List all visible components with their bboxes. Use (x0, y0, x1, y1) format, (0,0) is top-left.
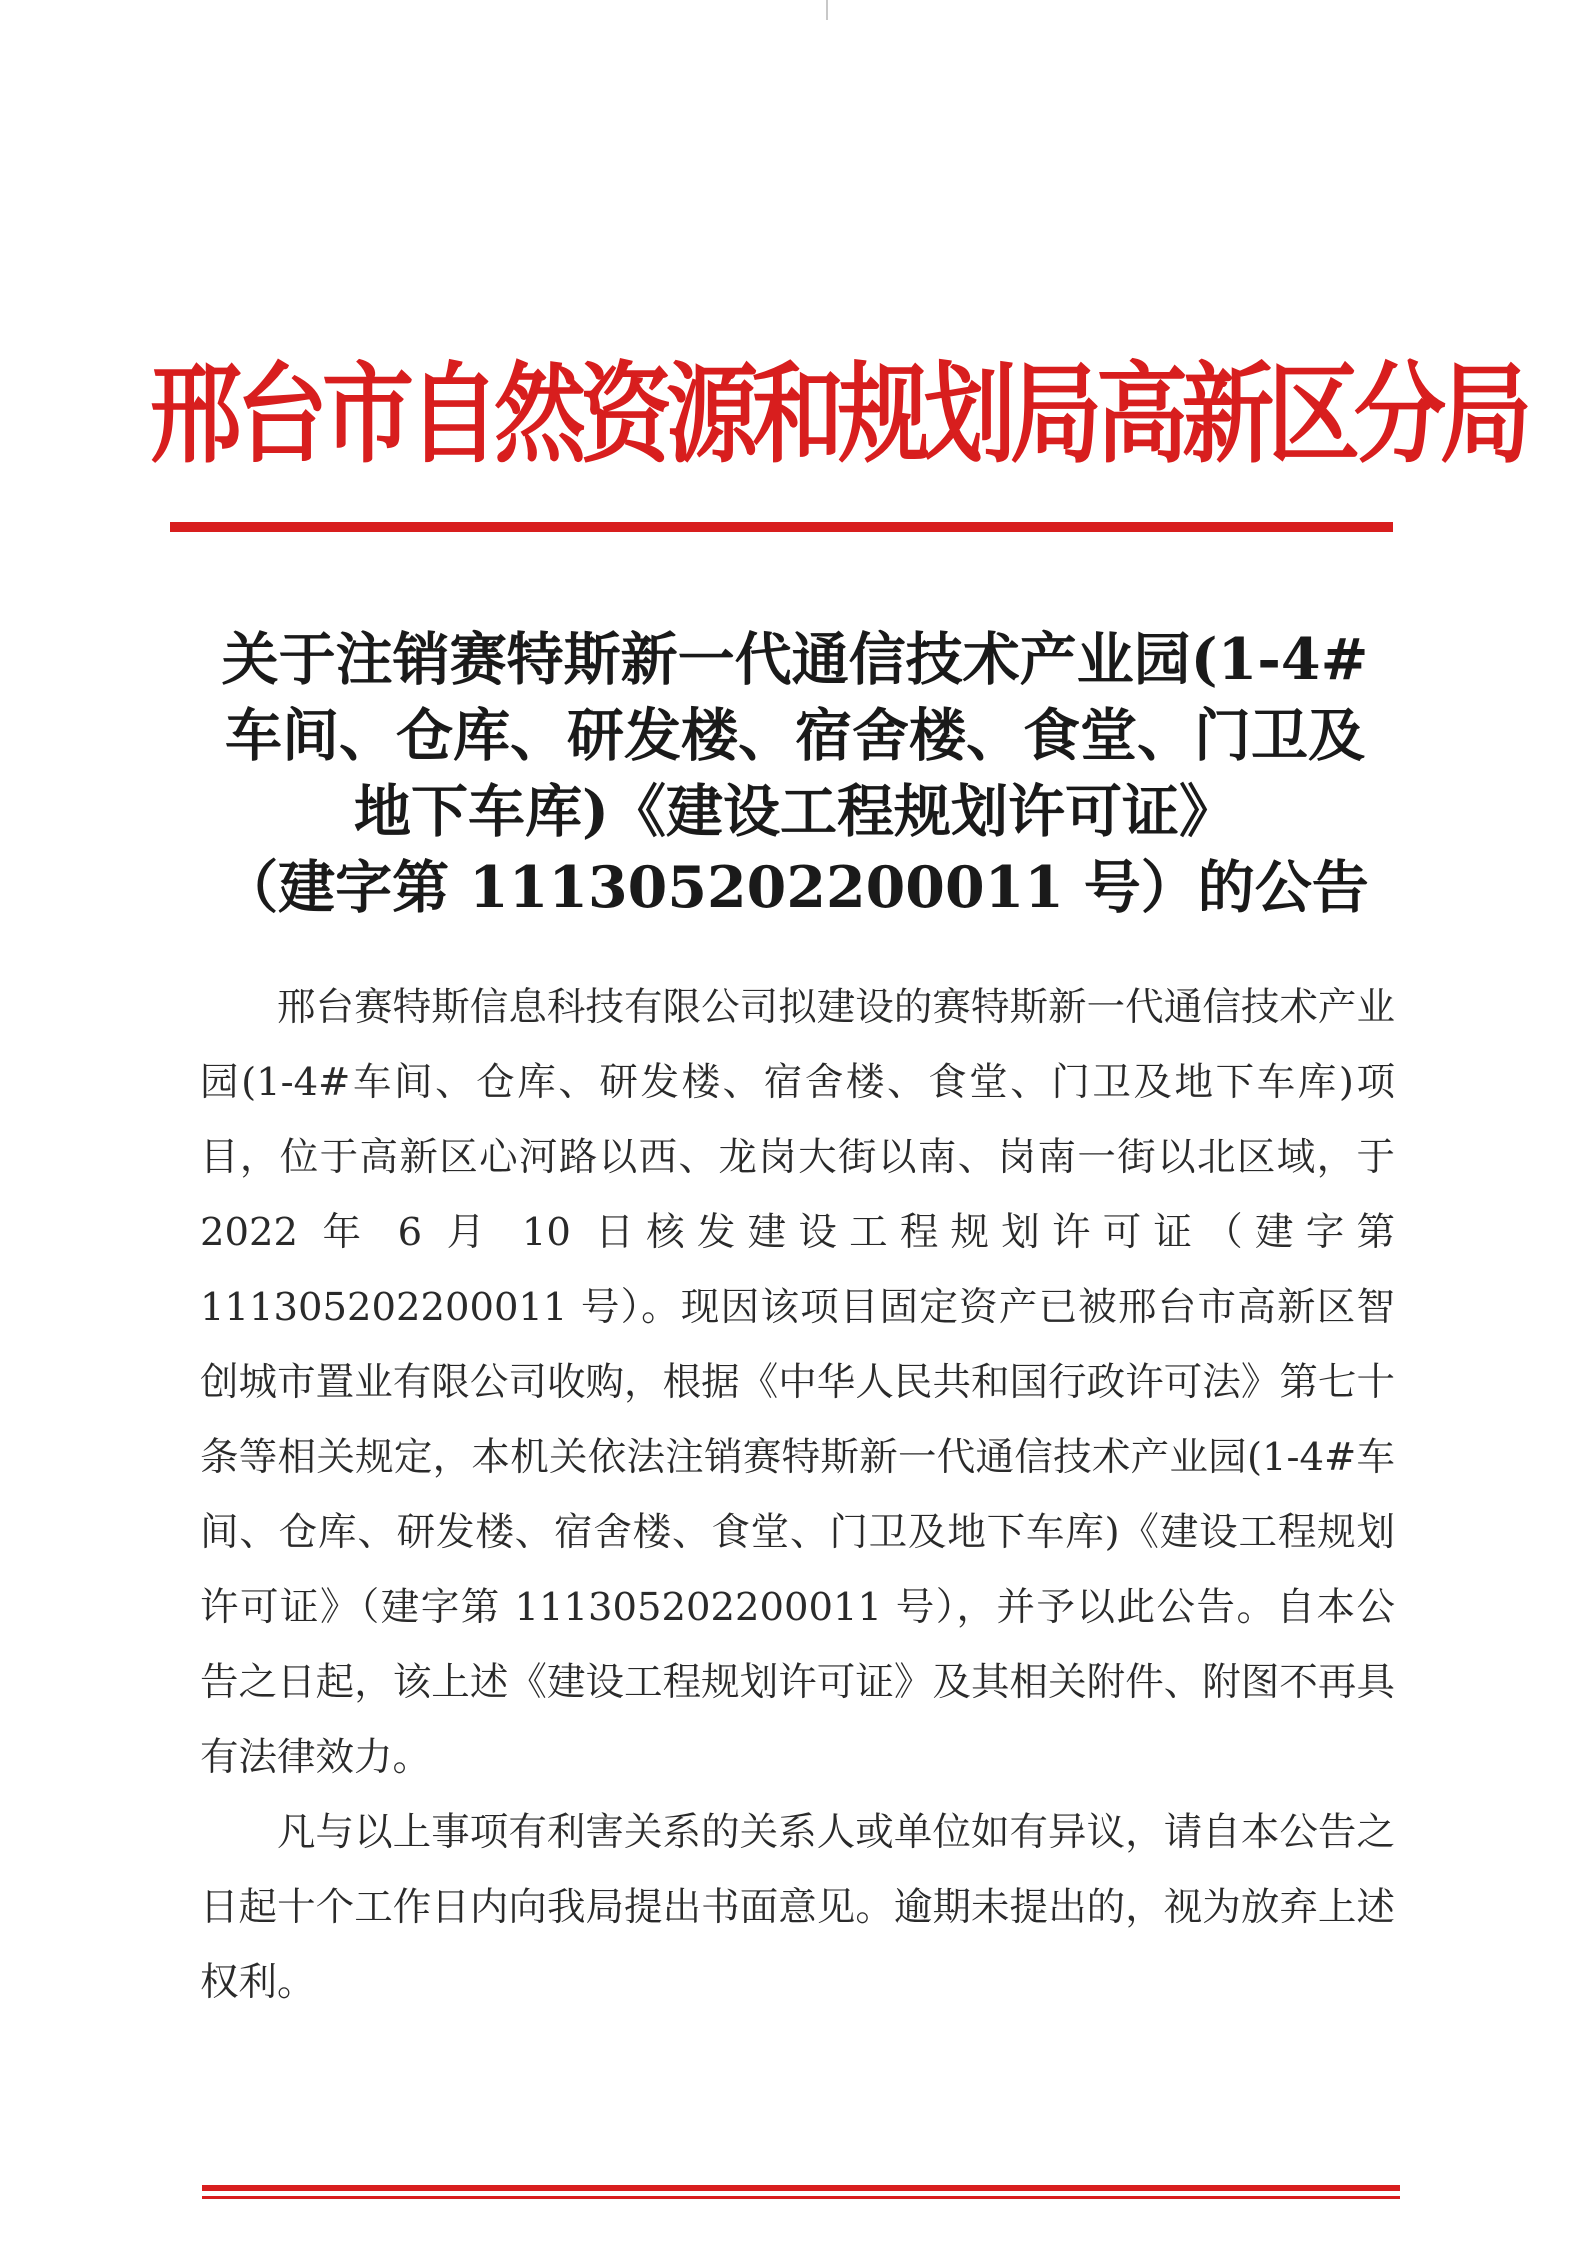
footer-red-rule-thick (202, 2185, 1400, 2191)
title-line-1: 关于注销赛特斯新一代通信技术产业园(1-4# (221, 626, 1369, 693)
header-red-rule (170, 522, 1393, 532)
notice-title (190, 622, 1400, 926)
body-paragraph-2: 凡与以上事项有利害关系的关系人或单位如有异议，请自本公告之日起十个工作日内向我局提出书面意见。逾期未提出的，视为放弃上述权利。 (200, 1810, 1395, 2005)
issuer-header: 邢台市自然资源和规划局高新区分局 (150, 350, 1527, 478)
title-line-4: （建字第 111305202200011 号）的公告 (221, 854, 1369, 921)
footer-red-rule-thin (202, 2196, 1400, 2199)
title-line-3: 地下车库)《建设工程规划许可证》 (354, 778, 1236, 845)
notice-body (200, 970, 1395, 2020)
body-paragraph-1: 邢台赛特斯信息科技有限公司拟建设的赛特斯新一代通信技术产业园(1-4#车间、仓库、研发楼、宿舍楼、食堂、门卫及地下车库)项目，位于高新区心河路以西、龙岗大街以南、岗南一街以北区域，于 2022 年 6 月 10 日核发建设工程规划许可证（建字第 111305202200011 号）。现因该项目固定资产已被邢台市高新区智创城市置业有限公司收购，根据《中华人民共和国行政许可法》第七十条等相关规定，本机关依法注销赛特斯新一代通信技术产业园(1-4#车间、仓库、研发楼、宿舍楼、食堂、门卫及地下车库)《建设工程规划许可证》（建字第 111305202200011 号），并予以此公告。自本公告之日起，该上述《建设工程规划许可证》及其相关附件、附图不再具有法律效力。 (200, 985, 1395, 1780)
scan-artifact (826, 0, 828, 20)
title-line-2: 车间、仓库、研发楼、宿舍楼、食堂、门卫及 (225, 702, 1365, 769)
